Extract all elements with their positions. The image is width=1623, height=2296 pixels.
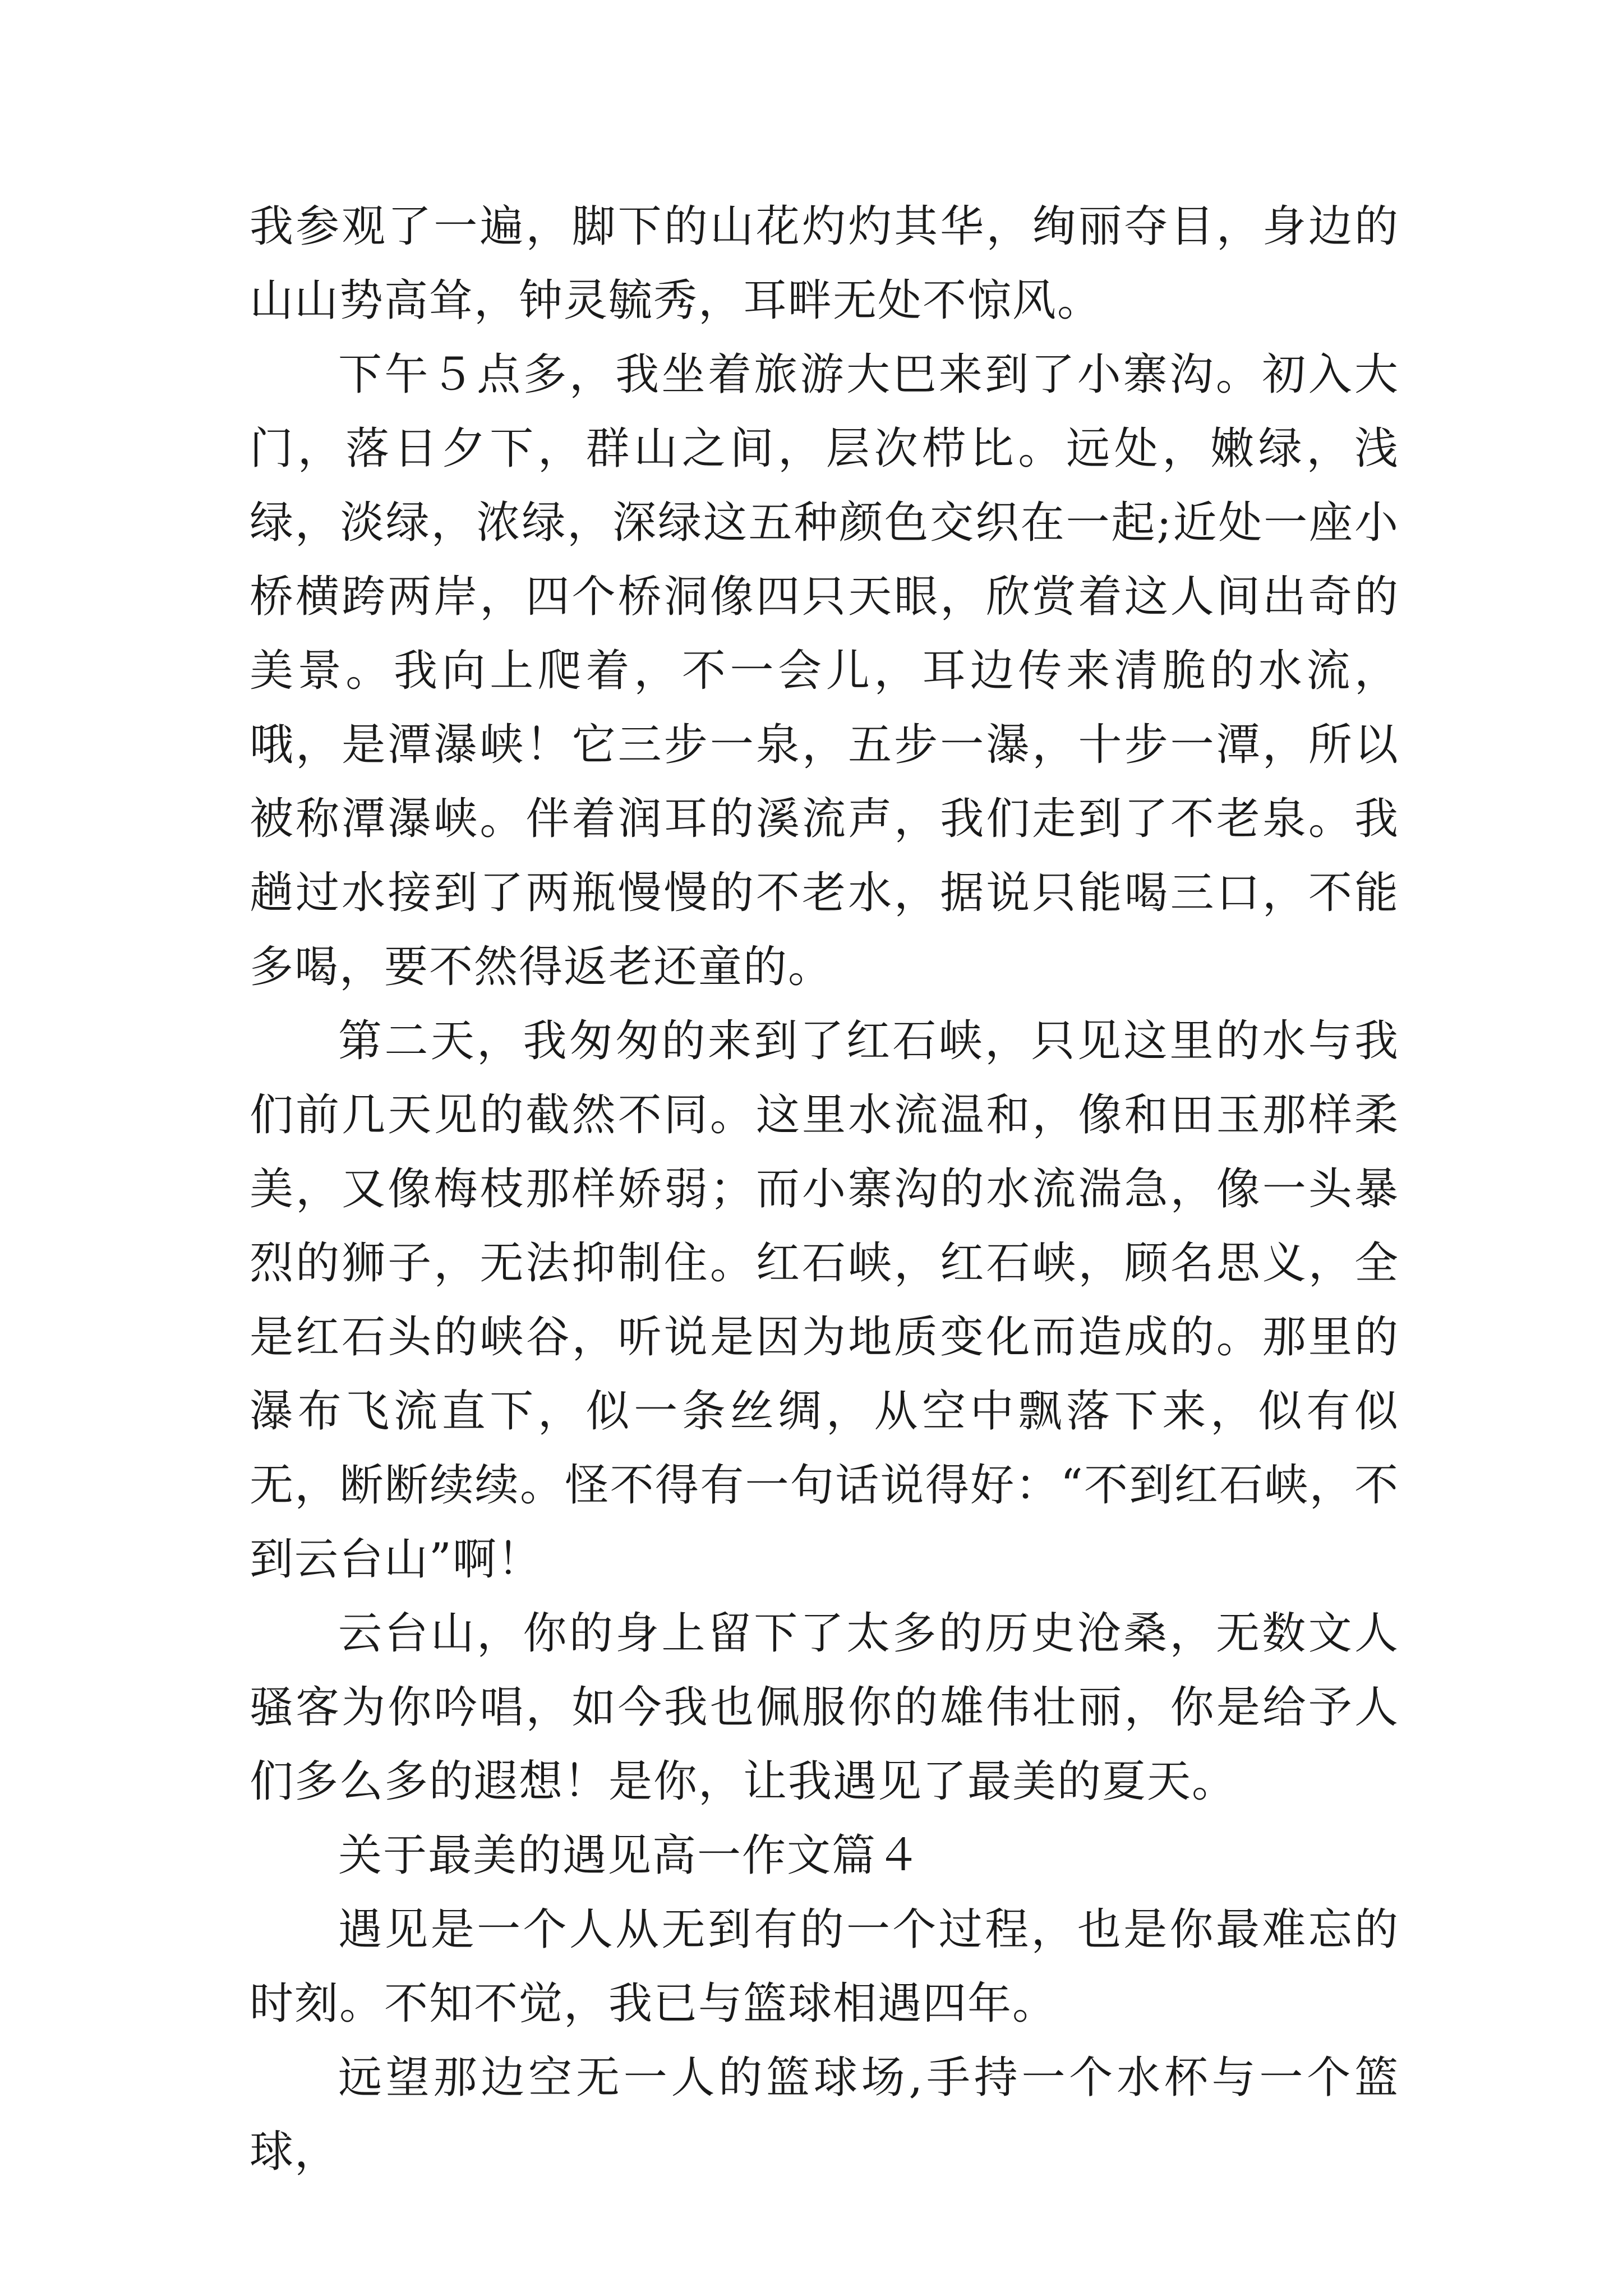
section-heading: 关于最美的遇见高一作文篇４ [338, 1830, 922, 1881]
paragraph-basketball-court: 远望那边空无一人的篮球场,手持一个水杯与一个篮球， [250, 2053, 1399, 2177]
paragraph-encounter: 遇见是一个人从无到有的一个过程，也是你最难忘的时刻。不知不觉，我已与篮球相遇四年。 [250, 1904, 1399, 2029]
paragraph-hongshixia: 第二天，我匆匆的来到了红石峡，只见这里的水与我们前几天见的截然不同。这里水流温和，像和田玉那样柔美，又像梅枝那样娇弱；而小寨沟的水流湍急，像一头暴烈的狮子，无法抑制住。红石峡，红石峡，顾名思义，全是红石头的峡谷，听说是因为地质变化而造成的。那里的瀑布飞流直下，似一条丝绸，从空中飘落下来，似有似无，断断续续。怪不得有一句话说得好：“不到红石峡，不到云台山”啊！ [250, 1016, 1399, 1585]
document-body [250, 190, 1399, 2189]
paragraph-yuntaishan: 云台山，你的身上留下了太多的历史沧桑，无数文人骚客为你吟唱，如今我也佩服你的雄伟壮丽，你是给予人们多么多的遐想！是你，让我遇见了最美的夏天。 [250, 1608, 1399, 1807]
paragraph-continuation: 我参观了一遍，脚下的山花灼灼其华，绚丽夺目，身边的山山势高耸，钟灵毓秀，耳畔无处不惊风。 [250, 201, 1399, 326]
paragraph-xiaozhaigou: 下午５点多，我坐着旅游大巴来到了小寨沟。初入大门，落日夕下，群山之间，层次栉比。远处，嫩绿，浅绿，淡绿，浓绿，深绿这五种颜色交织在一起;近处一座小桥横跨两岸，四个桥洞像四只天眼，欣赏着这人间出奇的美景。我向上爬着，不一会儿，耳边传来清脆的水流，哦，是潭瀑峡！它三步一泉，五步一瀑，十步一潭，所以被称潭瀑峡。伴着润耳的溪流声，我们走到了不老泉。我趟过水接到了两瓶慢慢的不老水，据说只能喝三口，不能多喝，要不然得返老还童的。 [250, 349, 1399, 992]
